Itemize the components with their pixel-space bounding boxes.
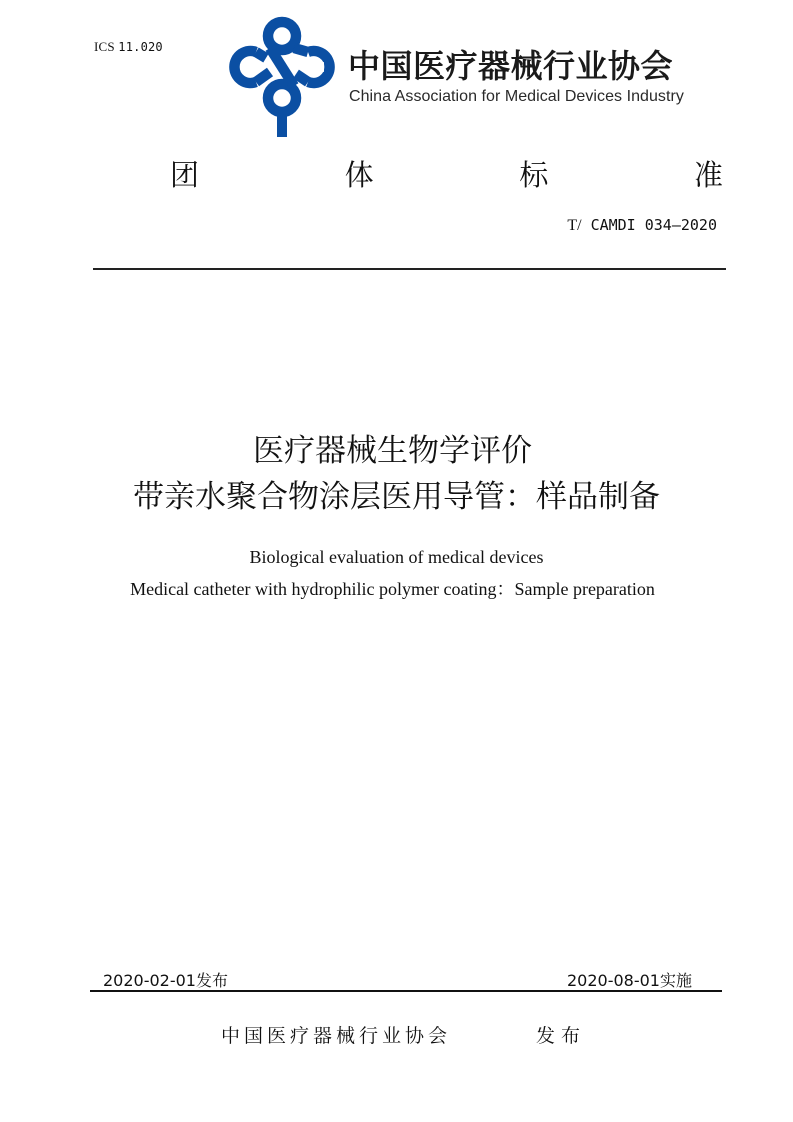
- issue-date: 2020-02-01发布: [103, 971, 228, 990]
- standard-code-prefix: T/: [567, 217, 582, 234]
- standard-code-body: CAMDI 034—2020: [590, 216, 717, 234]
- title-cn-line-2: 带亲水聚合物涂层医用导管：样品制备: [133, 479, 660, 515]
- implementation-date: 2020-08-01实施: [567, 971, 692, 990]
- standard-type-char: 准: [693, 158, 723, 192]
- ics-number: 11.020: [118, 40, 163, 54]
- title-en-line-2: Medical catheter with hydrophilic polymer coating：Sample preparation: [130, 579, 655, 599]
- standard-code: [567, 216, 717, 235]
- ics-code: [94, 39, 163, 55]
- header-divider: [93, 268, 726, 270]
- title-cn-line-1: 医疗器械生物学评价: [253, 433, 532, 469]
- standard-type-heading: [170, 155, 723, 195]
- ics-label: ICS: [94, 39, 115, 54]
- association-name-cn: 中国医疗器械行业协会: [348, 47, 674, 85]
- standard-type-char: 团: [170, 158, 200, 192]
- standard-type-char: 标: [519, 158, 549, 192]
- standard-type-char: 体: [344, 158, 374, 192]
- footer-divider: [90, 990, 722, 992]
- title-en-line-1: Biological evaluation of medical devices: [249, 547, 544, 567]
- publish-label: 发布: [536, 1025, 587, 1047]
- publisher-name: 中国医疗器械行业协会: [221, 1025, 452, 1047]
- camdi-logo-icon: [226, 12, 338, 140]
- association-name-en: China Association for Medical Devices Industry: [349, 88, 684, 105]
